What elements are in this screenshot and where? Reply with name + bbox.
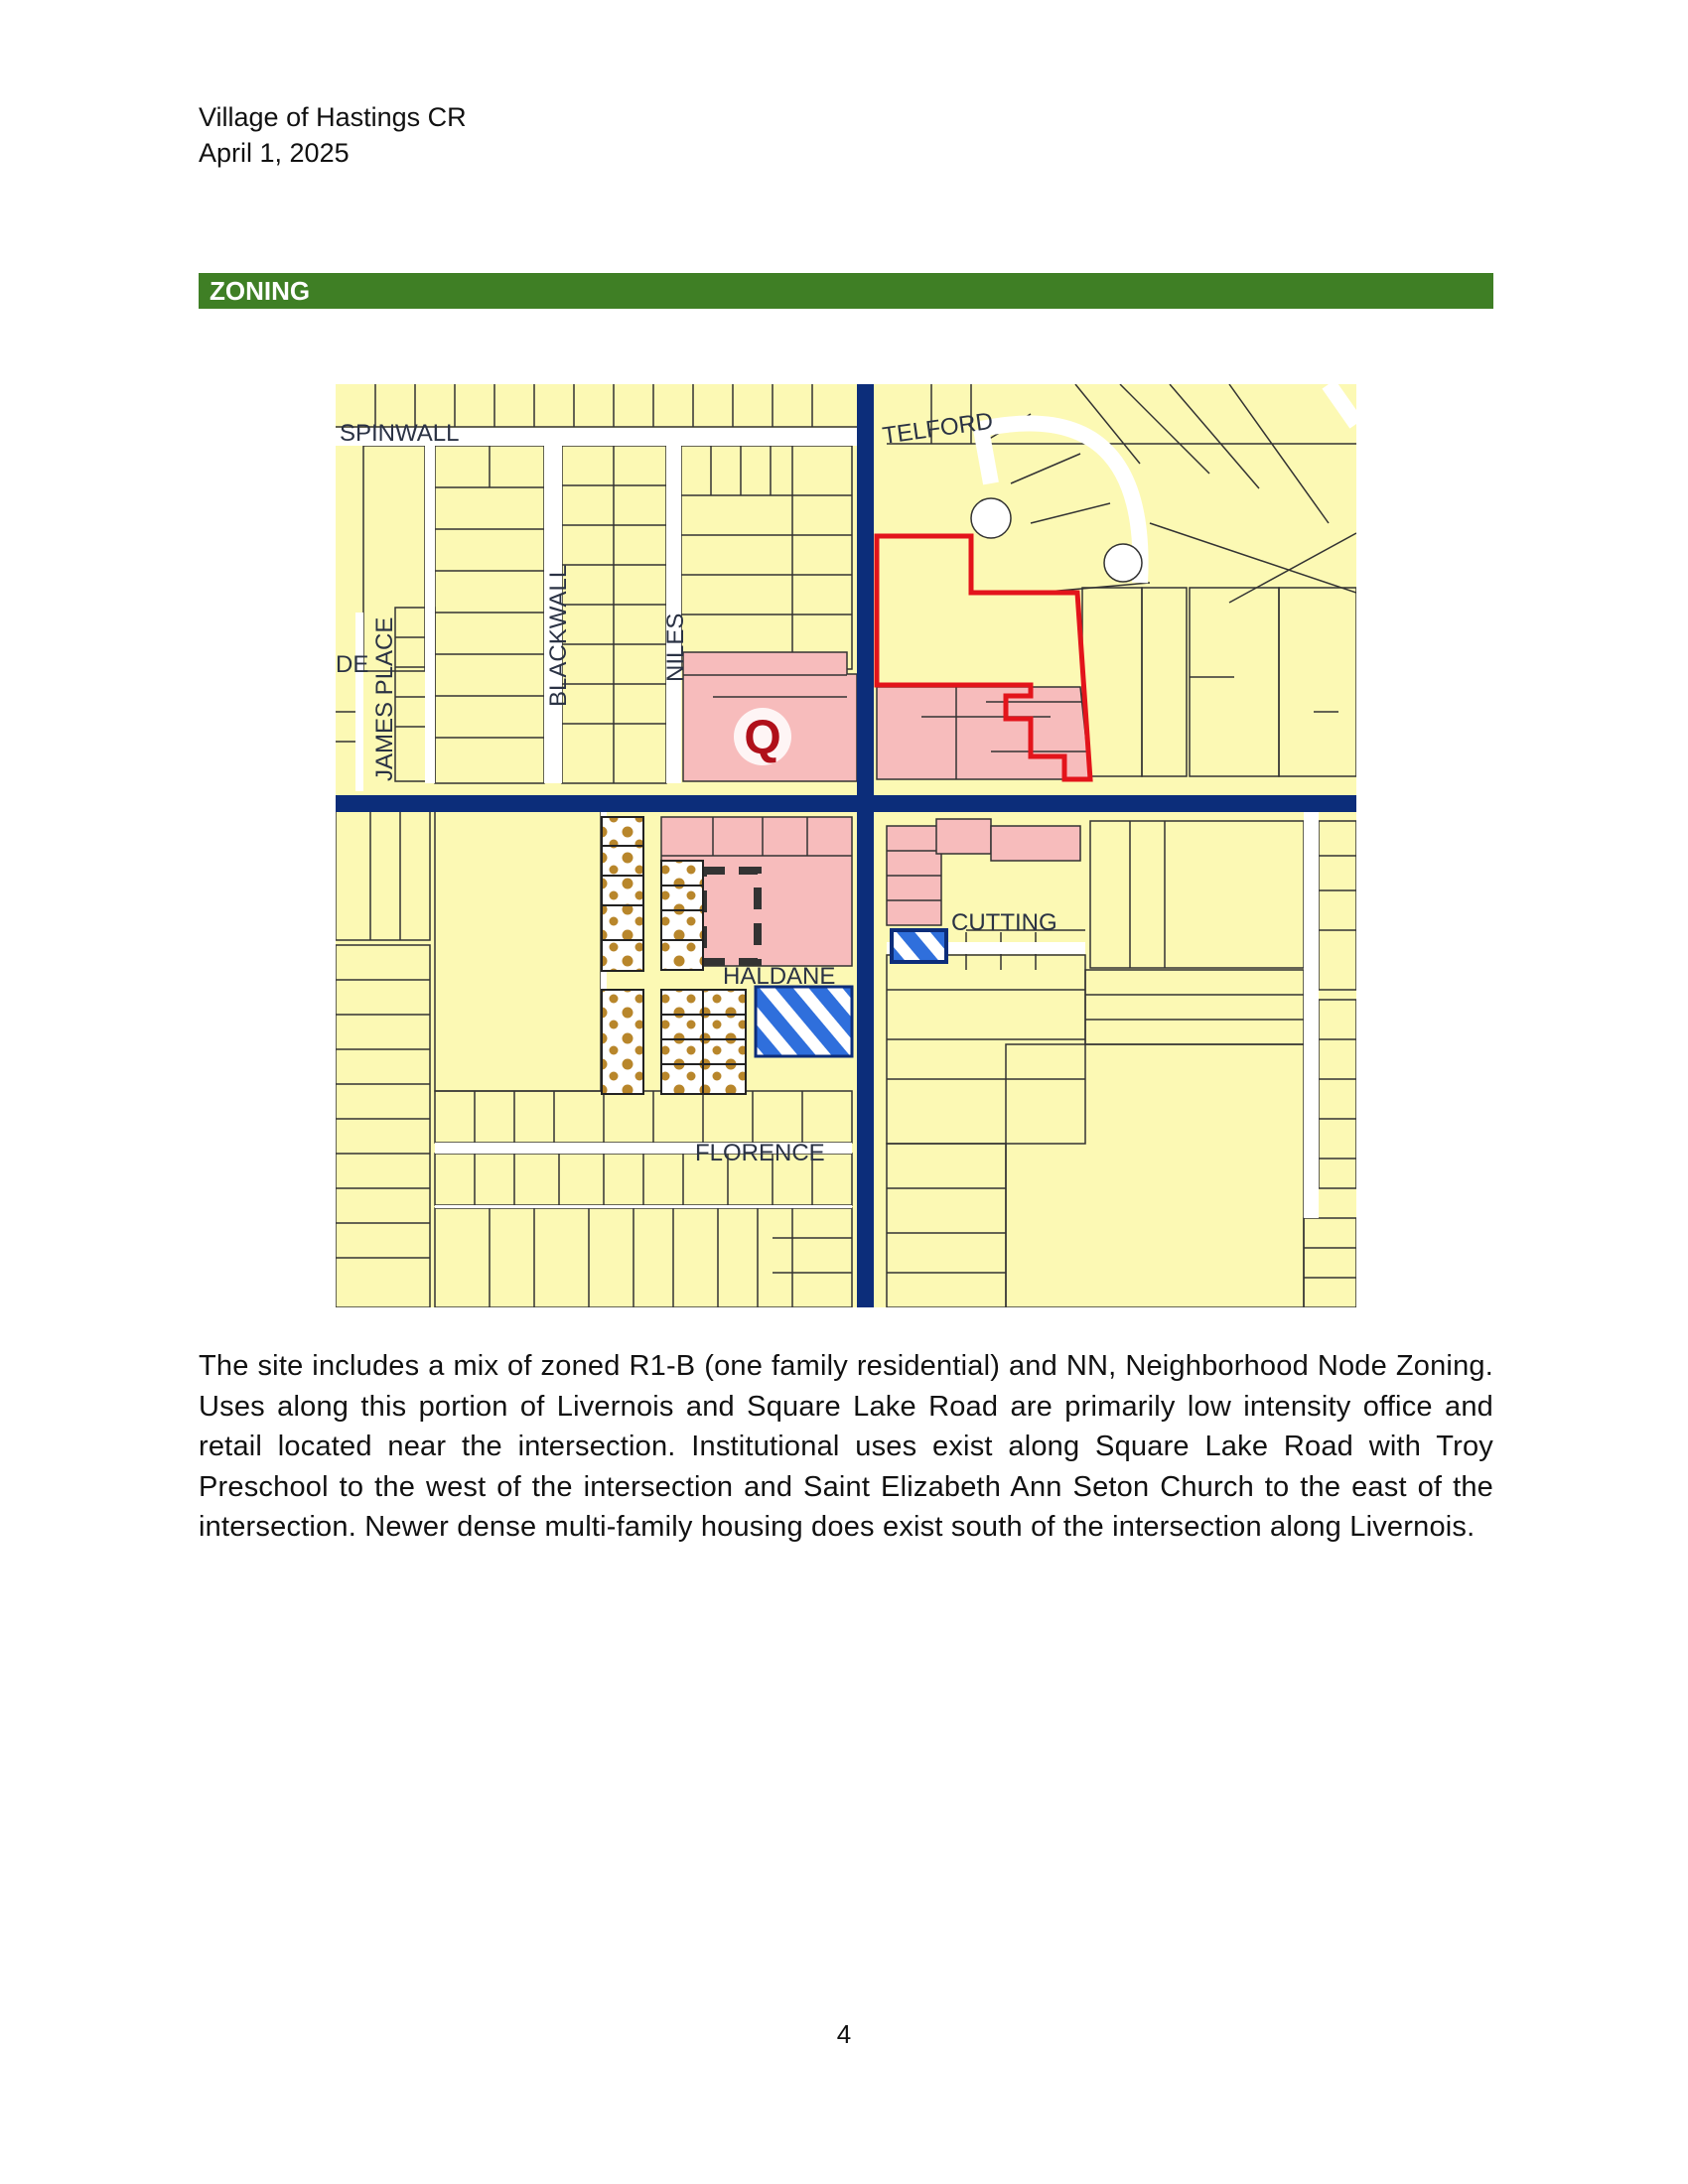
livernois-road <box>857 384 874 1307</box>
header-date: April 1, 2025 <box>199 138 350 168</box>
q-marker: Q <box>744 712 781 764</box>
cul-de-sac <box>971 498 1011 538</box>
header-org: Village of Hastings CR <box>199 102 467 132</box>
section-heading-band: ZONING <box>199 273 1493 309</box>
page-number: 4 <box>836 2019 852 2049</box>
street-label-florence: FLORENCE <box>695 1140 825 1166</box>
zoning-map <box>336 384 1356 1307</box>
street-label-cutting: CUTTING <box>951 909 1057 936</box>
street-label-james-place: JAMES PLACE <box>371 616 398 781</box>
cul-de-sac <box>1104 544 1142 582</box>
zoning-description: The site includes a mix of zoned R1-B (one family residential) and NN, Neighborhood Node Zoning. Uses along this portion of Livernois and Square Lake Road are primarily low intensity office and retail located near the intersection. Institutional uses exist along Square Lake Road with Troy Preschool to the west of the intersection and Saint Elizabeth Ann Seton Church to the east of the intersection. Newer dense multi-family housing does exist south of the intersection along Livernois. <box>199 1350 1493 1543</box>
square-lake-road <box>336 795 1356 812</box>
page-header <box>199 99 467 171</box>
street-label-haldane: HALDANE <box>723 963 836 990</box>
striped-zone <box>756 987 852 1056</box>
street-label-telford: TELFORD <box>881 407 995 450</box>
street-label-de: DE <box>336 651 369 678</box>
street-label-blackwall: BLACKWALL <box>545 564 572 707</box>
striped-zone <box>892 930 946 962</box>
street-label-aspinwall: SPINWALL <box>340 420 460 447</box>
street-label-niles: NILES <box>662 613 689 682</box>
